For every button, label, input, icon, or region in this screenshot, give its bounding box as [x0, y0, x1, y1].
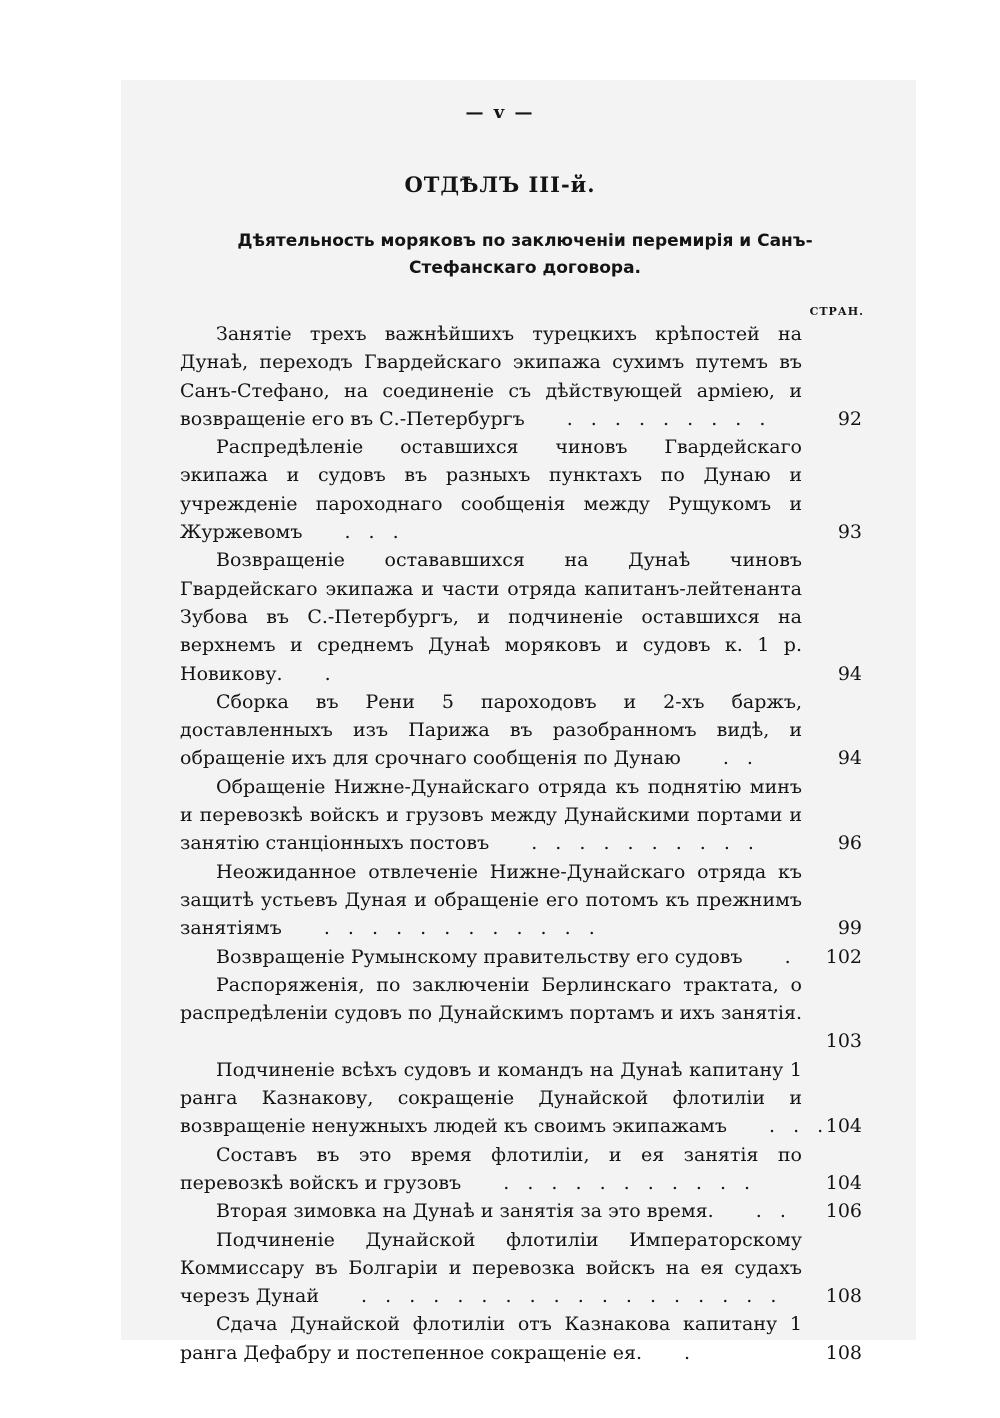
toc-entry-text: Занятіе трехъ важнѣйшихъ турецкихъ крѣпостей на Дунаѣ, переходъ Гвардейскаго экипажа сухимъ путемъ въ Санъ-Стефано, на соединеніе съ дѣйствующей арміею, и возвращеніе его въ С.-Петербургъ: [180, 323, 802, 430]
toc-entry-text: Сборка въ Рени 5 пароходовъ и 2-хъ баржъ, доставленныхъ изъ Парижа въ разобранномъ видѣ, и обращеніе ихъ для срочнаго сообщенія по Дунаю: [180, 690, 802, 770]
toc-entry-text: Распоряженія, по заключеніи Берлинскаго трактата, о распредѣленіи судовъ по Дунайскимъ портамъ и ихъ занятія.: [180, 973, 802, 1025]
toc-entry: Составъ въ это время флотиліи, и ея занятія по перевозкѣ войскъ и грузовъ . . . . . . . . . . . 104: [180, 1141, 862, 1198]
toc-entry-page: 93: [837, 521, 862, 544]
toc-entry: Вторая зимовка на Дунаѣ и занятія за это время. . . 106: [180, 1197, 862, 1225]
toc-entry: Сдача Дунайской флотиліи отъ Казнакова капитану 1 ранга Дефабру и постепенное сокращеніе ея. . 108: [180, 1310, 862, 1367]
toc-entry-text: Сдача Дунайской флотиліи отъ Казнакова капитану 1 ранга Дефабру и постепенное сокращеніе ея.: [180, 1313, 802, 1364]
toc-entry: Сборка въ Рени 5 пароходовъ и 2-хъ баржъ, доставленныхъ изъ Парижа въ разобранномъ видѣ, и обращеніе ихъ для срочнаго сообщенія по Дунаю . . 94: [180, 688, 862, 773]
toc-entry-text: Вторая зимовка на Дунаѣ и занятія за это время.: [216, 1200, 714, 1223]
toc-entry: Распредѣленіе оставшихся чиновъ Гвардейскаго экипажа и судовъ въ разныхъ пунктахъ по Дунаю и учрежденіе пароходнаго сообщенія между Рущукомъ и Журжевомъ . . . 93: [180, 433, 862, 546]
table-of-contents: [180, 320, 862, 1367]
toc-entry: Возвращеніе остававшихся на Дунаѣ чиновъ Гвардейскаго экипажа и части отряда капитанъ-лейтенанта Зубова въ С.-Петербургъ, и подчиненіе оставшихся на верхнемъ и среднемъ Дунаѣ моряковъ и судовъ к. 1 р. Новикову. . 94: [180, 546, 862, 687]
toc-entry-page: 102: [825, 945, 862, 968]
toc-entry-text: Распредѣленіе оставшихся чиновъ Гвардейскаго экипажа и судовъ въ разныхъ пунктахъ по Дунаю и учрежденіе пароходнаго сообщенія между Рущукомъ и Журжевомъ: [180, 436, 802, 544]
toc-entry-text: Составъ въ это время флотиліи, и ея занятія по перевозкѣ войскъ и грузовъ: [180, 1143, 802, 1194]
toc-entry-page: 104: [825, 1171, 862, 1194]
toc-entry-page: 108: [825, 1285, 862, 1308]
toc-entry-page: 94: [837, 747, 862, 770]
toc-entry-text: Подчиненіе Дунайской флотиліи Императорскому Коммиссару въ Болгаріи и перевозка войскъ на ея судахъ черезъ Дунай: [180, 1228, 802, 1308]
toc-entry-page: 106: [825, 1200, 862, 1223]
toc-entry-page: 94: [837, 662, 862, 685]
toc-entry: Подчиненіе Дунайской флотиліи Императорскому Коммиссару въ Болгаріи и перевозка войскъ на ея судахъ черезъ Дунай . . . . . . . . . . . . . . . . . . 108: [180, 1226, 862, 1311]
toc-entry-page: 92: [837, 407, 862, 430]
toc-entry-page: 104: [825, 1115, 862, 1138]
toc-entry-page: 99: [837, 917, 862, 940]
page-number: — v —: [465, 102, 535, 123]
toc-entry: Подчиненіе всѣхъ судовъ и командъ на Дунаѣ капитану 1 ранга Казнакову, сокращеніе Дунайской флотиліи и возвращеніе ненужныхъ людей къ своимъ экипажамъ . . . 104: [180, 1056, 862, 1141]
toc-entry-text: Возвращеніе остававшихся на Дунаѣ чиновъ Гвардейскаго экипажа и части отряда капитанъ-лейтенанта Зубова въ С.-Петербургъ, и подчиненіе оставшихся на верхнемъ и среднемъ Дунаѣ моряковъ и судовъ к. 1 р. Новикову.: [180, 549, 802, 685]
section-title: ОТДѢЛЪ III-й.: [404, 172, 596, 197]
toc-entry-page: 103: [825, 1030, 862, 1053]
section-subtitle: Дѣятельность моряковъ по заключеніи перемирія и Санъ-Стефанскаго договора.: [237, 231, 813, 278]
toc-entry-text: Возвращеніе Румынскому правительству его судовъ: [216, 945, 743, 968]
toc-entry: Неожиданное отвлеченіе Нижне-Дунайскаго отряда къ защитѣ устьевъ Дуная и обращеніе его потомъ къ прежнимъ занятіямъ . . . . . . . . . . . . 99: [180, 858, 862, 943]
toc-entry-text: Обращеніе Нижне-Дунайскаго отряда къ поднятію минъ и перевозкѣ войскъ и грузовъ между Дунайскими портами и занятію станціонныхъ постовъ: [180, 775, 802, 855]
toc-entry: Обращеніе Нижне-Дунайскаго отряда къ поднятію минъ и перевозкѣ войскъ и грузовъ между Дунайскими портами и занятію станціонныхъ постовъ . . . . . . . . . . 96: [180, 773, 862, 858]
toc-entry: Занятіе трехъ важнѣйшихъ турецкихъ крѣпостей на Дунаѣ, переходъ Гвардейскаго экипажа сухимъ путемъ въ Санъ-Стефано, на соединеніе съ дѣйствующей арміею, и возвращеніе его въ С.-Петербургъ . . . . . . . . . 92: [180, 320, 862, 433]
toc-entry: [180, 971, 862, 1056]
toc-entry: Возвращеніе Румынскому правительству его судовъ . 102: [180, 943, 862, 971]
toc-entry-page: 108: [825, 1341, 862, 1364]
page-column-header: СТРАН.: [809, 305, 864, 318]
toc-entry-text: Неожиданное отвлеченіе Нижне-Дунайскаго отряда къ защитѣ устьевъ Дуная и обращеніе его потомъ къ прежнимъ занятіямъ: [180, 860, 802, 940]
toc-entry-text: Подчиненіе всѣхъ судовъ и командъ на Дунаѣ капитану 1 ранга Казнакову, сокращеніе Дунайской флотиліи и возвращеніе ненужныхъ людей къ своимъ экипажамъ: [180, 1058, 802, 1138]
toc-entry-page: 96: [837, 832, 862, 855]
